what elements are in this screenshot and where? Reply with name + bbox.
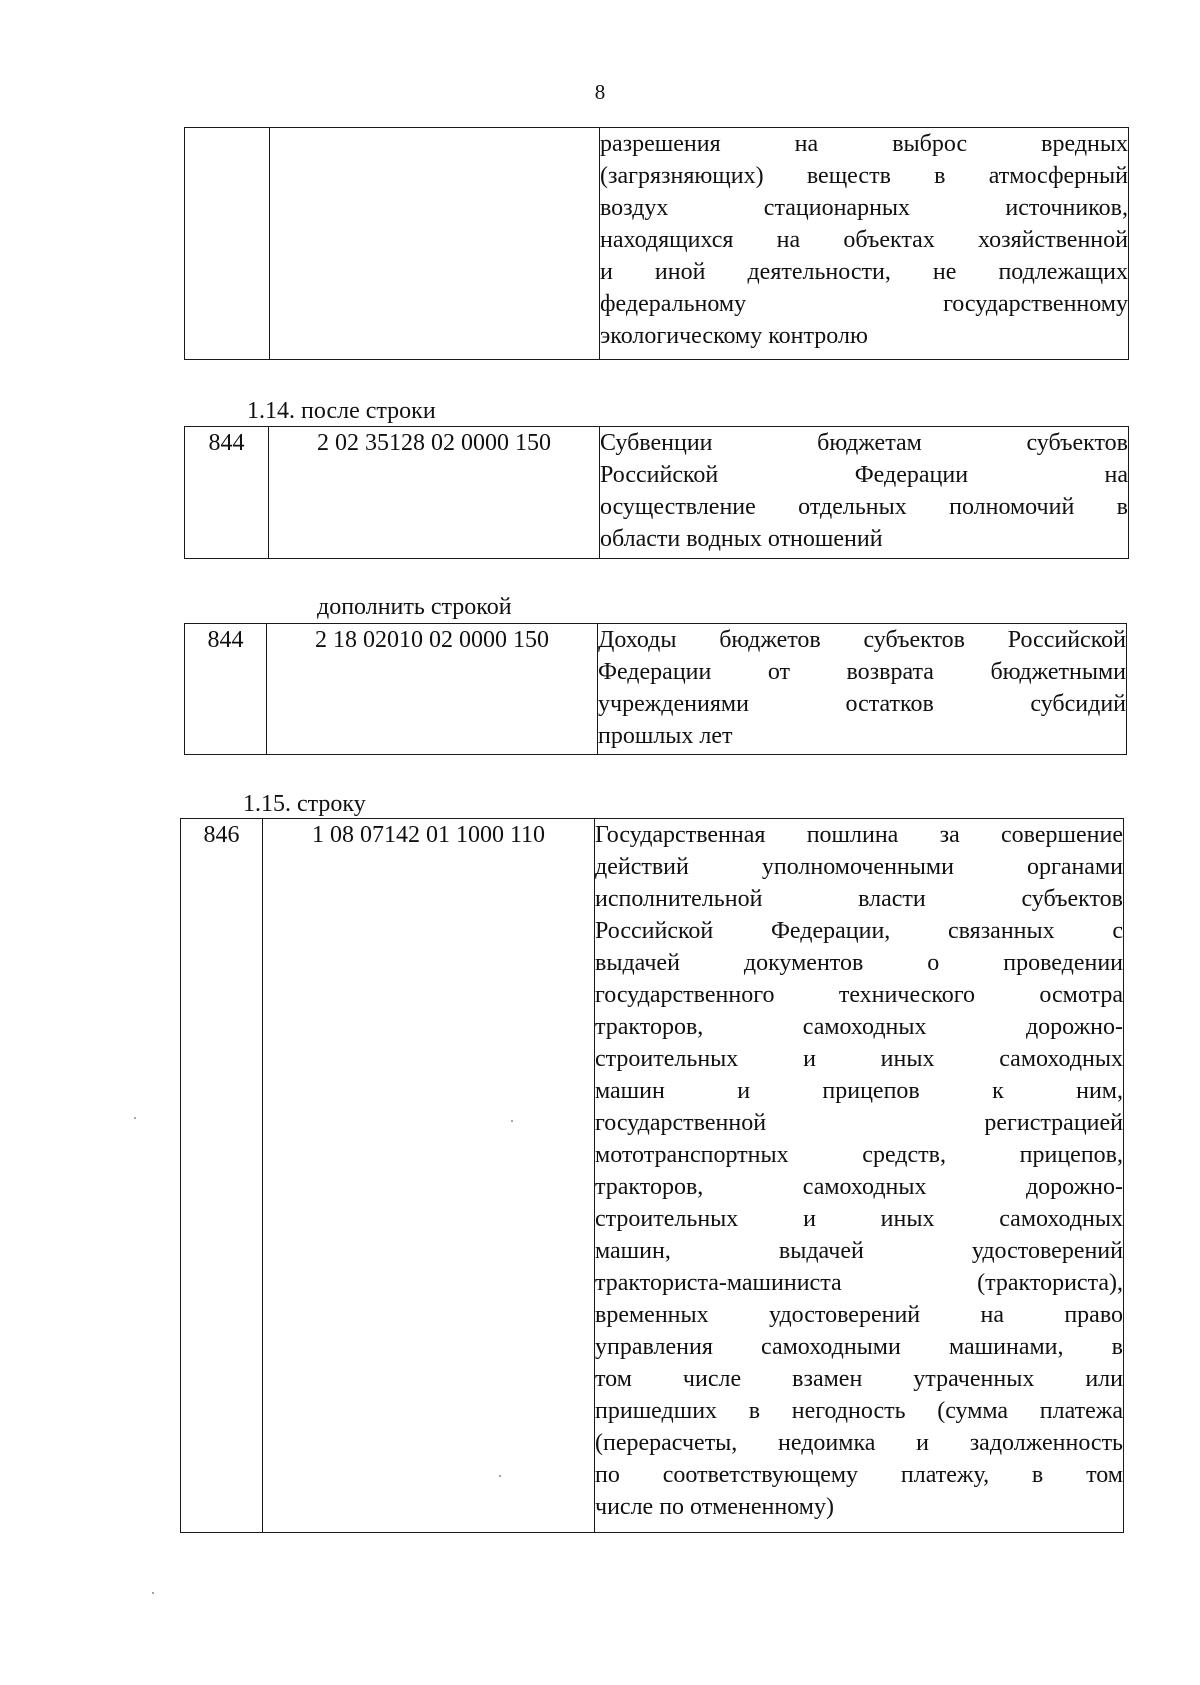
income-description-cell (600, 427, 1129, 559)
income-description-cell (600, 128, 1129, 360)
description-line: находящихся на объектах хозяйственной (600, 227, 1128, 253)
scan-speck (511, 1120, 513, 1122)
description-line: временных удостоверений на право (595, 1302, 1123, 1328)
description-line: машин, выдачей удостоверений (595, 1238, 1123, 1264)
description-line: строительных и иных самоходных (595, 1206, 1123, 1232)
table-continuation (184, 127, 1129, 360)
page-number: 8 (594, 80, 606, 104)
budget-admin-code-cell: 844 (185, 624, 267, 755)
description-line: экологическому контролю (600, 323, 868, 349)
description-line: числе по отмененному) (595, 1494, 834, 1520)
description-line: том числе взамен утраченных или (595, 1366, 1123, 1392)
description-line: области водных отношений (600, 526, 883, 552)
description-line: управления самоходными машинами, в (595, 1334, 1123, 1360)
description-line: пришедших в негодность (сумма платежа (595, 1398, 1123, 1424)
section-caption-1-15: 1.15. строку (243, 791, 366, 817)
description-line: осуществление отдельных полномочий в (600, 494, 1128, 520)
table-1-14 (184, 426, 1129, 559)
description-line: тракторов, самоходных дорожно- (595, 1014, 1123, 1040)
description-line: разрешения на выброс вредных (600, 131, 1128, 157)
income-description-cell (598, 624, 1127, 755)
description-line: исполнительной власти субъектов (595, 886, 1123, 912)
table-row (185, 427, 1129, 559)
description-line: Российской Федерации, связанных с (595, 918, 1123, 944)
description-line: Федерации от возврата бюджетными (598, 659, 1126, 685)
budget-admin-code-cell: 844 (185, 427, 269, 559)
description-line: учреждениями остатков субсидий (598, 691, 1126, 717)
scan-speck (152, 1592, 154, 1594)
description-line: (загрязняющих) веществ в атмосферный (600, 163, 1128, 189)
description-line: действий уполномоченными органами (595, 854, 1123, 880)
description-line: строительных и иных самоходных (595, 1046, 1123, 1072)
income-description-cell (595, 819, 1124, 1533)
table-row (181, 819, 1124, 1533)
description-line: машин и прицепов к ним, (595, 1078, 1123, 1104)
description-line: мототранспортных средств, прицепов, (595, 1142, 1123, 1168)
description-line: выдачей документов о проведении (595, 950, 1123, 976)
budget-admin-code-cell: 846 (181, 819, 263, 1533)
description-line: государственного технического осмотра (595, 982, 1123, 1008)
description-line: (перерасчеты, недоимка и задолженность (595, 1430, 1123, 1456)
budget-classification-code-cell: 1 08 07142 01 1000 110 (263, 819, 595, 1533)
table-add-row (184, 623, 1127, 755)
description-line: федеральному государственному (600, 291, 1128, 317)
description-line: государственной регистрацией (595, 1110, 1123, 1136)
description-line: прошлых лет (598, 723, 733, 749)
budget-admin-code-cell (185, 128, 270, 360)
description-line: Государственная пошлина за совершение (595, 822, 1123, 848)
description-line: Субвенции бюджетам субъектов (600, 430, 1128, 456)
description-line: воздух стационарных источников, (600, 195, 1128, 221)
budget-classification-code-cell: 2 02 35128 02 0000 150 (269, 427, 600, 559)
description-line: Российской Федерации на (600, 462, 1128, 488)
budget-classification-code-cell: 2 18 02010 02 0000 150 (267, 624, 598, 755)
budget-classification-code-cell (270, 128, 600, 360)
section-caption-add-row: дополнить строкой (317, 594, 512, 620)
scan-speck (499, 1475, 501, 1477)
description-line: тракторов, самоходных дорожно- (595, 1174, 1123, 1200)
description-line: тракториста-машиниста (тракториста), (595, 1270, 1123, 1296)
table-row (185, 128, 1129, 360)
section-caption-1-14: 1.14. после строки (247, 398, 436, 424)
table-1-15 (180, 818, 1124, 1533)
description-line: Доходы бюджетов субъектов Российской (598, 627, 1126, 653)
description-line: и иной деятельности, не подлежащих (600, 259, 1128, 285)
scan-speck (134, 1117, 136, 1119)
table-row (185, 624, 1127, 755)
description-line: по соответствующему платежу, в том (595, 1462, 1123, 1488)
